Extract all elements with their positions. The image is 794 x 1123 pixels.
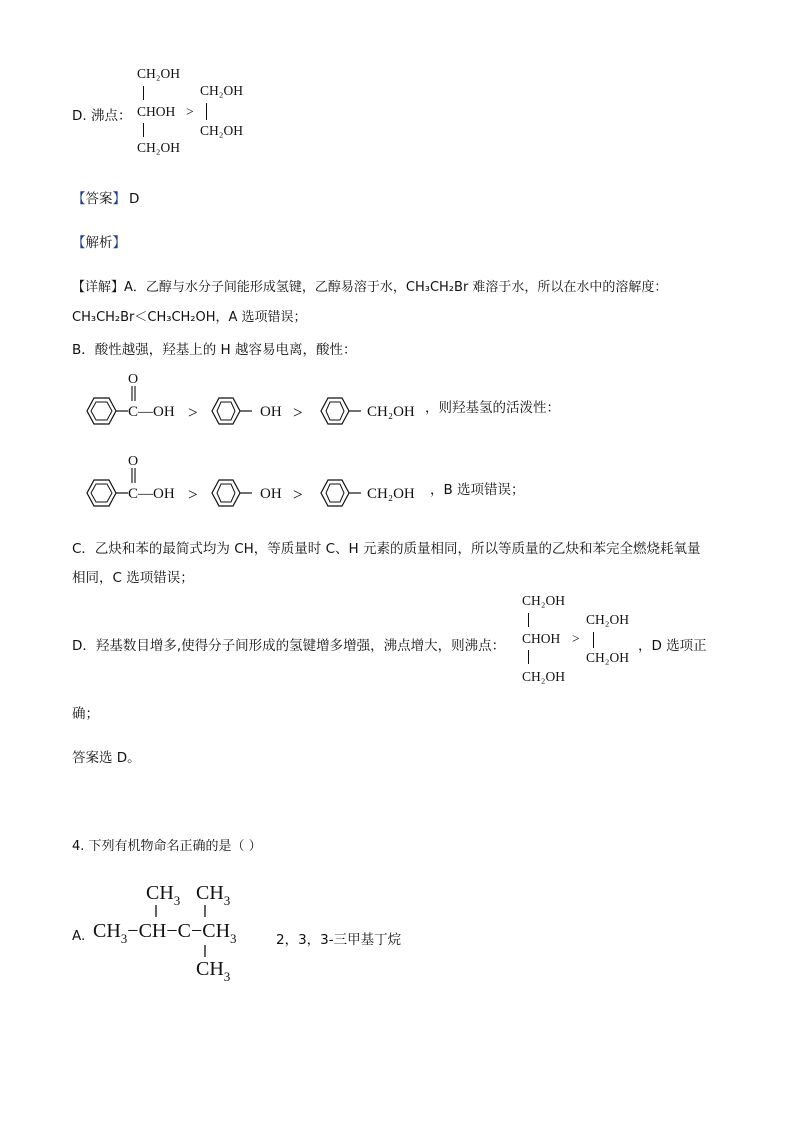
detail-line-d2: 确； xyxy=(72,706,99,722)
bracket-open: 【 xyxy=(72,235,86,251)
acidity-structures-row-1 xyxy=(70,368,430,438)
glycol-c2: CH₂OH xyxy=(586,650,629,665)
greater-than: > xyxy=(293,485,303,504)
greater-than: > xyxy=(188,403,198,422)
option-a-name: 2，3，3-三甲基丁烷 xyxy=(276,932,402,948)
glycerol-c3: CH₂OH xyxy=(522,669,565,684)
bracket-open: 【 xyxy=(72,191,86,207)
phenol-structure xyxy=(212,398,282,424)
ch2oh-group: CH₂OH xyxy=(367,404,415,420)
detail-line-2: CH₃CH₂Br＜CH₃CH₂OH，A 选项错误； xyxy=(72,310,307,325)
detail-line-c2: 相同，C 选项错误； xyxy=(72,570,194,586)
glycerol-c1: CH₂OH xyxy=(522,593,565,608)
bond-line xyxy=(528,650,529,664)
benzoic-acid-structure xyxy=(87,372,175,424)
main-chain: $CH_3-CH-C-CH_3$ xyxy=(93,920,237,946)
glycerol-c2: CHOH xyxy=(137,104,176,119)
bond-line xyxy=(143,123,144,137)
methyl-top-left: $CH_3$ xyxy=(146,882,181,908)
carboxyl-group: C—OH xyxy=(128,404,175,420)
phenol-structure xyxy=(212,480,282,506)
acidity-structures-row-2 xyxy=(70,450,430,520)
bracket-close: 】 xyxy=(112,235,126,251)
detail-line-c1: C．乙炔和苯的最简式均为 CH，等质量时 C、H 元素的质量相同，所以等质量的乙炔和苯完全燃烧耗氧量 xyxy=(72,541,701,557)
bond-line xyxy=(143,86,144,100)
analysis-label: 解析 xyxy=(85,235,113,251)
answer-label: 答案 xyxy=(85,191,113,207)
detail-line-d: D．羟基数目增多,使得分子间形成的氢键增多增强，沸点增大，则沸点： xyxy=(72,638,506,654)
hydroxyl: OH xyxy=(260,486,282,502)
greater-than: > xyxy=(572,631,580,646)
carboxyl-group: C—OH xyxy=(128,486,175,502)
bond-line xyxy=(528,613,529,627)
methyl-top-right: $CH_3$ xyxy=(196,882,231,908)
final-answer-line: 答案选 D。 xyxy=(72,750,141,766)
chem-row-1-suffix: ，则羟基氢的活泼性： xyxy=(425,400,560,416)
option-d-label: D. 沸点： xyxy=(72,108,132,124)
methyl-bottom: $CH_3$ xyxy=(196,958,231,984)
glycerol-c1: CH₂OH xyxy=(137,66,180,81)
detail-line-1: 【详解】A．乙醇与水分子间能形成氢键，乙醇易溶于水，CH₃CH₂Br 难溶于水，所以在水中的溶解度： xyxy=(72,280,668,295)
greater-than: > xyxy=(188,485,198,504)
option-a-structure xyxy=(88,875,288,990)
carbonyl-oxygen: O xyxy=(128,372,139,387)
benzyl-alcohol-structure xyxy=(321,398,415,424)
greater-than: > xyxy=(186,104,194,119)
glycerol-c3: CH₂OH xyxy=(137,140,180,155)
greater-than: > xyxy=(293,403,303,422)
answer-value: D xyxy=(129,191,140,207)
question-4-stem: 4. 下列有机物命名正确的是（ ） xyxy=(72,839,262,854)
bracket-close: 】 xyxy=(112,191,126,207)
benzyl-alcohol-structure xyxy=(321,480,415,506)
glycol-c1: CH₂OH xyxy=(586,612,629,627)
bond-line xyxy=(593,632,594,648)
option-a-label: A. xyxy=(72,928,86,944)
hydroxyl: OH xyxy=(260,404,282,420)
detail-line-d-suffix: ，D 选项正 xyxy=(638,638,707,654)
answer-line xyxy=(72,187,139,207)
carbonyl-oxygen: O xyxy=(128,454,139,469)
glycol-c2: CH₂OH xyxy=(200,123,243,138)
detail-line-3: B．酸性越强，羟基上的 H 越容易电离，酸性： xyxy=(72,342,357,358)
glycerol-c2: CHOH xyxy=(522,631,561,646)
benzoic-acid-structure xyxy=(87,454,175,506)
ch2oh-group: CH₂OH xyxy=(367,486,415,502)
chem-row-2-suffix: ，B 选项错误； xyxy=(430,482,525,498)
bond-line xyxy=(206,103,207,120)
glycol-c1: CH₂OH xyxy=(200,83,243,98)
analysis-heading xyxy=(72,231,126,251)
